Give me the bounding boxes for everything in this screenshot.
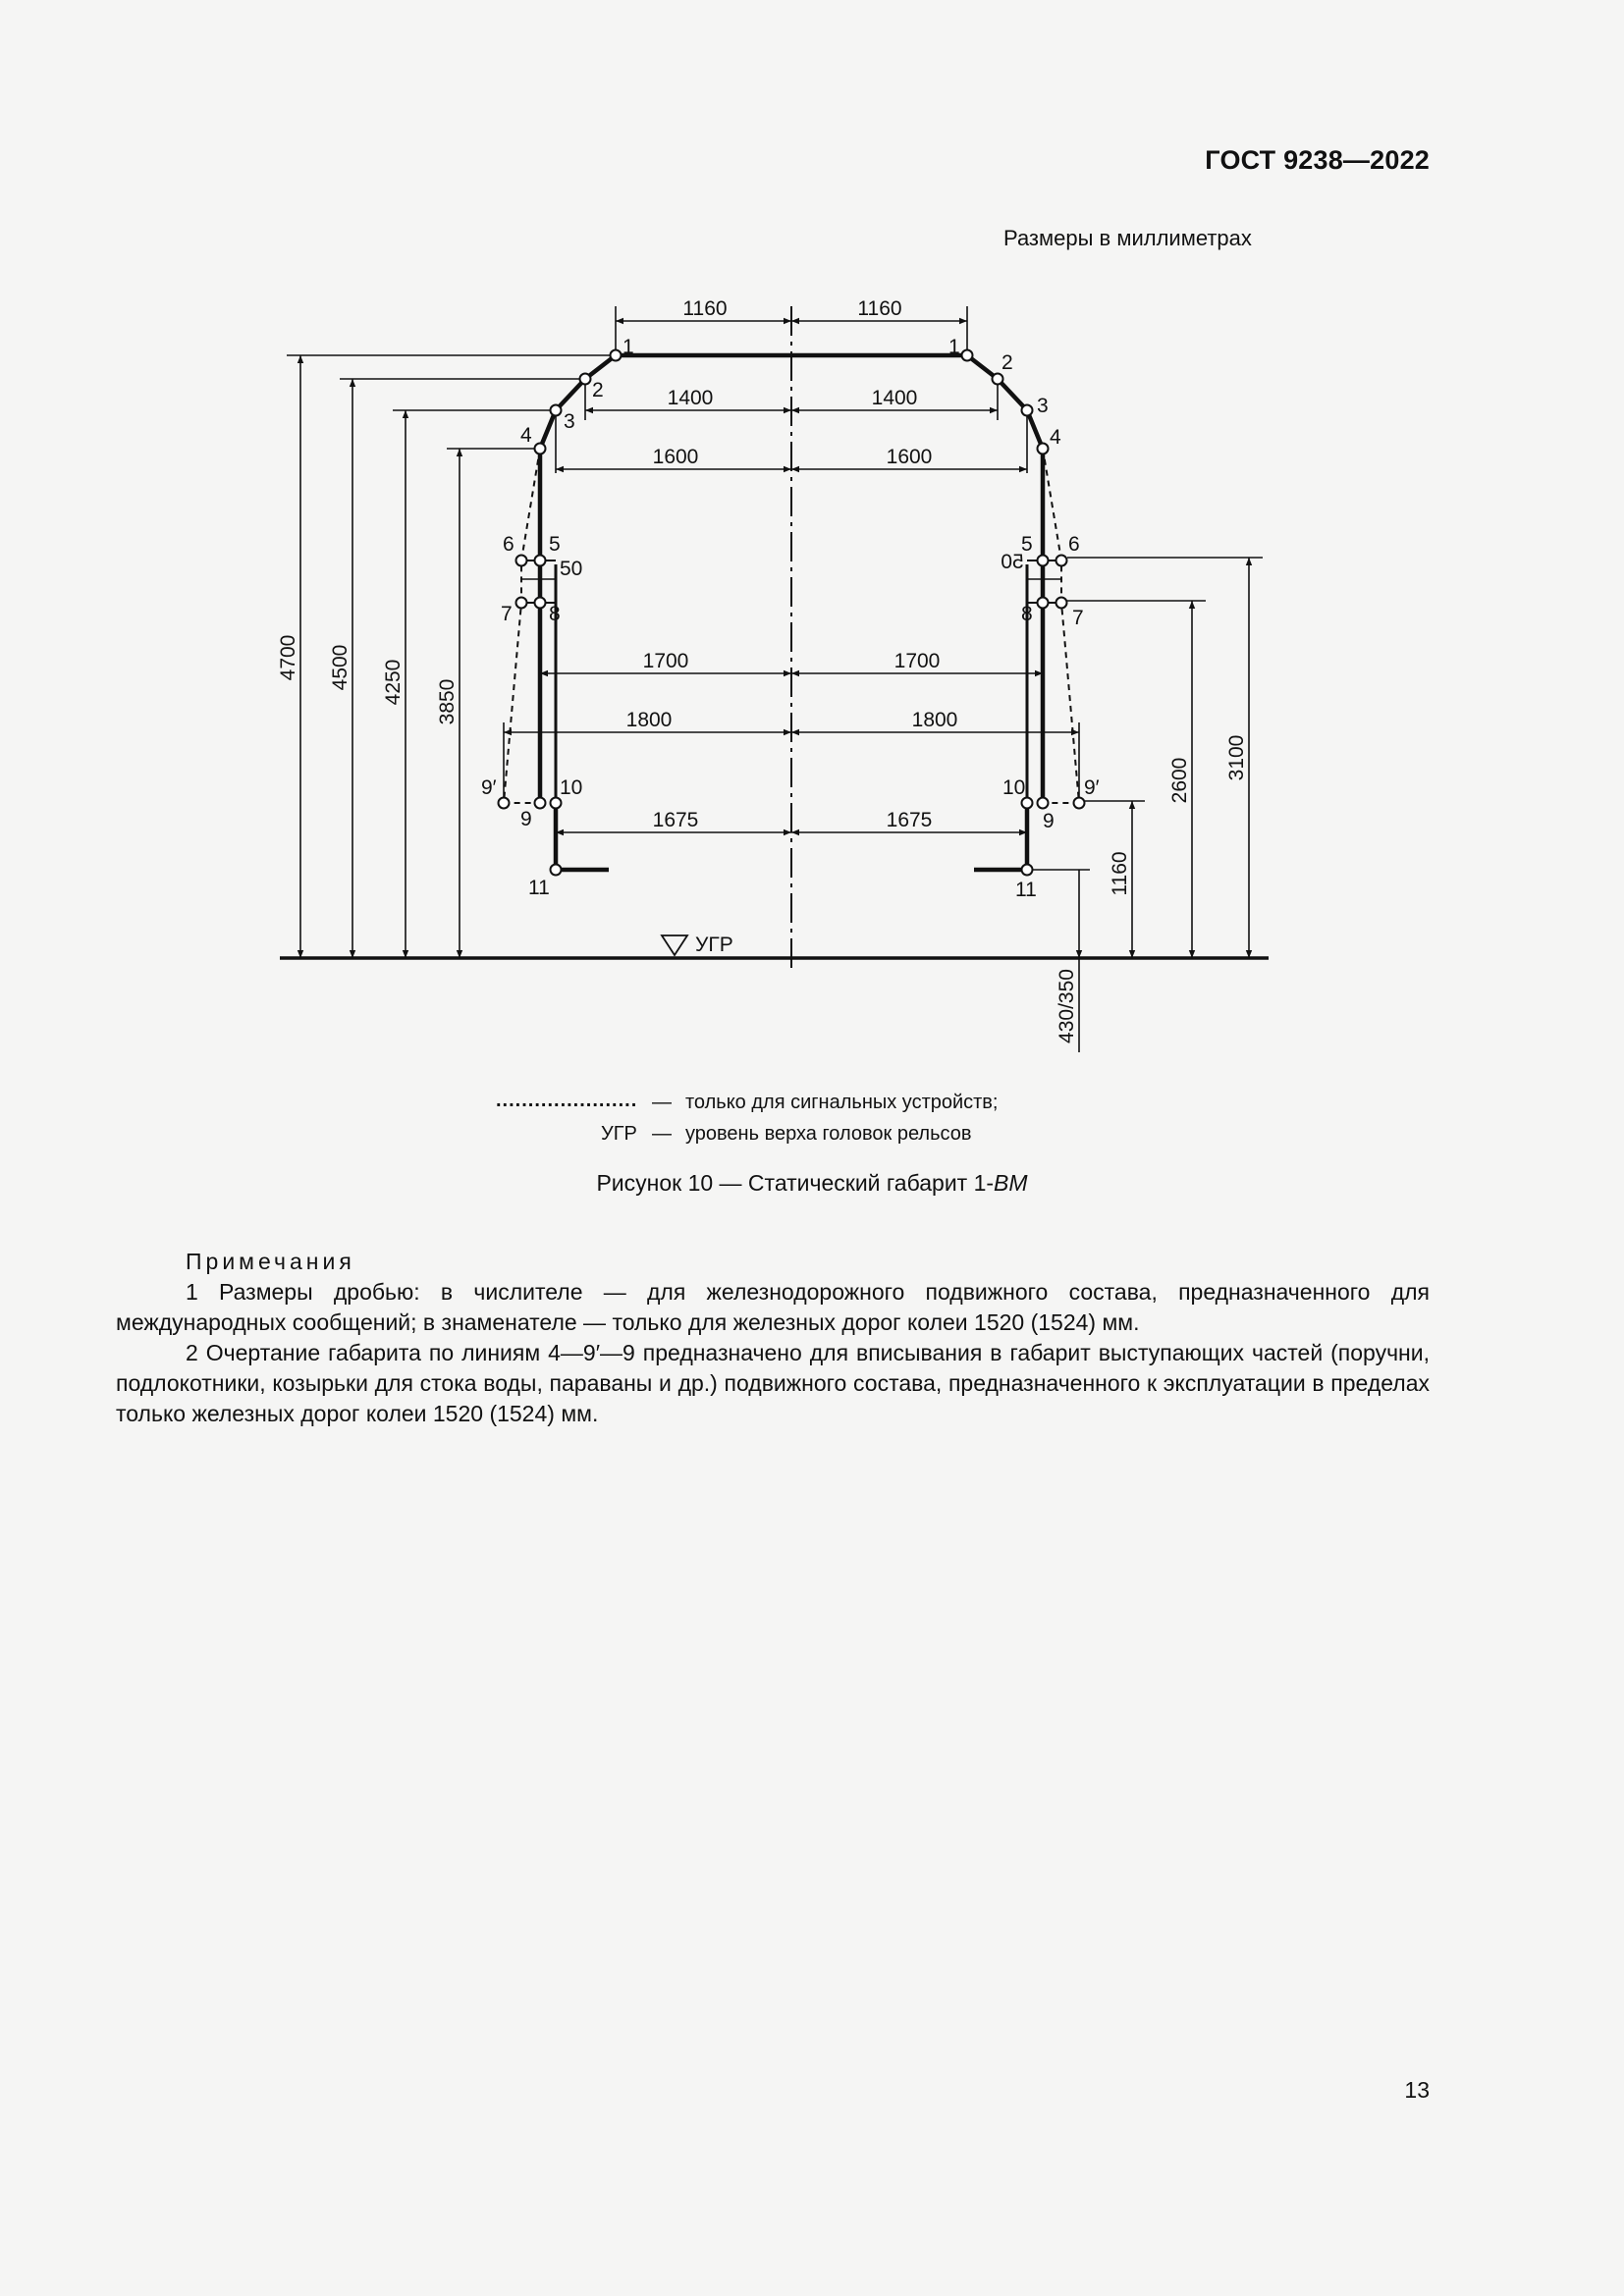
- dim-4500: 4500: [329, 644, 352, 691]
- note-2: 2 Очертание габарита по линиям 4—9′—9 предназначено для вписывания в габарит выступающих частей (поручни, подлокотники, козырьки для стока воды, параваны и др.) подвижного состава, предназначенного к эксплуатации в пределах только железных дорог колеи 1520 (1524) мм.: [116, 1340, 1430, 1426]
- point-7-right: 7: [1072, 607, 1084, 629]
- point-1-right: 1: [948, 336, 960, 358]
- figure-caption: [0, 1170, 1624, 1197]
- point-3-right: 3: [1037, 395, 1049, 417]
- notes-section: [116, 1247, 1430, 1429]
- dim-1700-left: 1700: [642, 650, 689, 672]
- point-11-left: 11: [528, 877, 550, 899]
- dim-50-left: 50: [560, 558, 583, 580]
- dim-1675-right: 1675: [886, 809, 933, 831]
- point-2-left: 2: [592, 379, 604, 401]
- dim-430-350: 430/350: [1056, 969, 1078, 1043]
- units-note: Размеры в миллиметрах: [1003, 226, 1252, 250]
- legend-ugr-abbr: УГР: [601, 1123, 637, 1145]
- point-10-right: 10: [1002, 776, 1026, 799]
- caption-prefix: Рисунок 10 — Статический габарит 1-: [596, 1170, 995, 1196]
- dim-3100: 3100: [1225, 734, 1248, 781]
- dim-1800-right: 1800: [911, 709, 958, 731]
- page-number: 13: [1404, 2077, 1430, 2103]
- dim-1675-left: 1675: [652, 809, 699, 831]
- point-4-left: 4: [520, 424, 532, 447]
- rail-level-triangle-icon: [662, 935, 687, 955]
- notes-title: Примечания: [186, 1249, 355, 1274]
- signal-contour-left: [504, 449, 540, 803]
- legend-ugr-text: уровень верха головок рельсов: [685, 1123, 972, 1145]
- dim-1400-left: 1400: [667, 387, 714, 409]
- point-6-left: 6: [503, 533, 514, 556]
- dim-4250: 4250: [382, 659, 405, 706]
- point-11-right: 11: [1015, 879, 1037, 901]
- point-9prime-right: 9′: [1084, 776, 1100, 799]
- point-1-left: 1: [623, 336, 634, 358]
- gauge-drawing: [0, 0, 1624, 1099]
- legend-dash-2: —: [652, 1123, 672, 1145]
- point-8-right: 8: [1021, 603, 1033, 625]
- point-10-left: 10: [560, 776, 583, 799]
- dim-1400-right: 1400: [871, 387, 918, 409]
- point-9-left: 9: [520, 808, 532, 830]
- rail-level-label: УГР: [695, 934, 733, 956]
- point-3-left: 3: [564, 410, 575, 433]
- point-6-right: 6: [1068, 533, 1080, 556]
- point-7-left: 7: [501, 603, 513, 625]
- dim-3850: 3850: [436, 678, 459, 725]
- dim-4700: 4700: [277, 634, 299, 681]
- dim-1800-left: 1800: [625, 709, 673, 731]
- legend-signal-text: только для сигнальных устройств;: [685, 1092, 999, 1113]
- dim-50-right: 50: [1001, 551, 1024, 573]
- dim-1600-right: 1600: [886, 446, 933, 468]
- dim-1160-right: 1160: [857, 297, 902, 320]
- dim-1160-height: 1160: [1109, 851, 1131, 896]
- point-4-right: 4: [1050, 426, 1061, 449]
- point-9-right: 9: [1043, 810, 1055, 832]
- dim-2600: 2600: [1168, 757, 1191, 804]
- dim-1160-left: 1160: [682, 297, 728, 320]
- point-9prime-left: 9′: [481, 776, 497, 799]
- point-5-left: 5: [549, 533, 561, 556]
- point-2-right: 2: [1001, 351, 1013, 374]
- dim-1600-left: 1600: [652, 446, 699, 468]
- caption-italic: ВМ: [994, 1170, 1028, 1196]
- dim-1700-right: 1700: [893, 650, 941, 672]
- point-5-right: 5: [1021, 533, 1033, 556]
- note-1: 1 Размеры дробью: в числителе — для железнодорожного подвижного состава, предназначенного для международных сообщений; в знаменателе — только для железных дорог колеи 1520 (1524) мм.: [116, 1279, 1430, 1335]
- document-id: ГОСТ 9238—2022: [1205, 145, 1430, 175]
- legend-dash-1: —: [652, 1092, 672, 1113]
- legend-dots: ......................: [496, 1090, 638, 1111]
- point-8-left: 8: [549, 603, 561, 625]
